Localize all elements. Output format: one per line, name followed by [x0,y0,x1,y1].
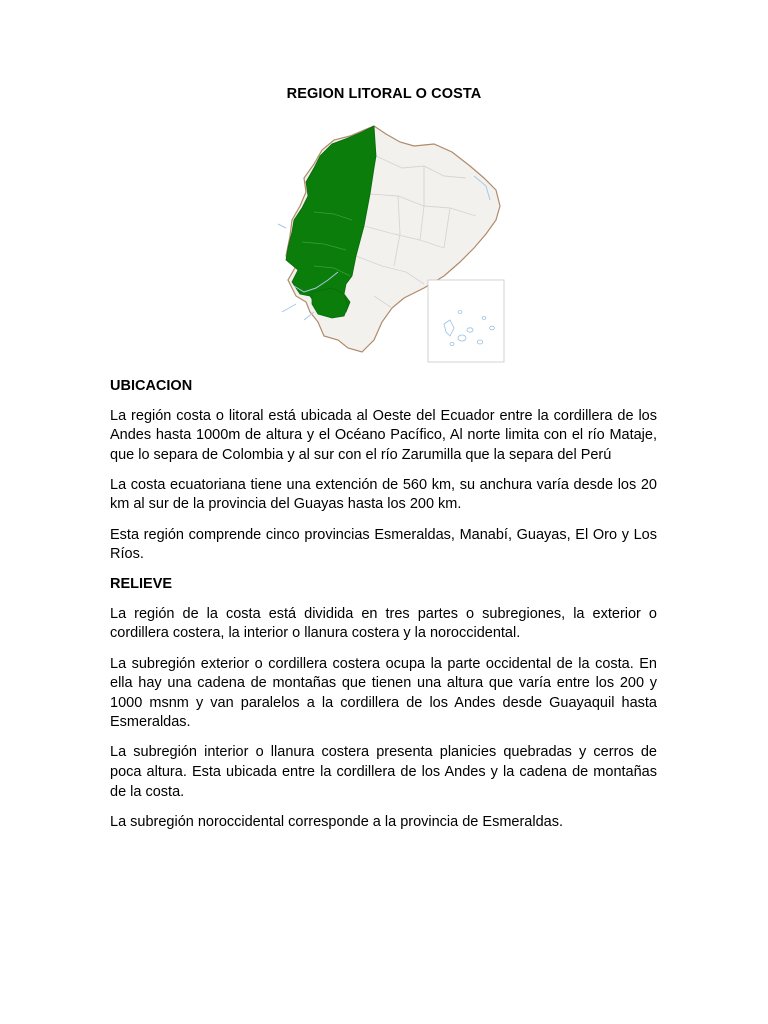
paragraph: La costa ecuatoriana tiene una extención de 560 km, su anchura varía desde los 20 km al sur de la provincia del Guayas hasta los 200 km. [110,476,657,513]
paragraph: La subregión interior o llanura costera presenta planicies quebradas y cerros de poca altura. Esta ubicada entre la cordillera de los Andes y la cadena de montañas de la costa. [110,744,657,800]
page-title: REGION LITORAL O COSTA [286,86,482,102]
ecuador-coastal-region-map [274,116,506,364]
paragraph: La subregión exterior o cordillera costera ocupa la parte occidental de la costa. En ella hay una cadena de montañas que tienen una altura que varía entre los 200 y 1000 msnm y van paralelos a la cordillera de los Andes desde Guayaquil hasta Esmeraldas. [110,655,657,731]
document-body [110,377,657,843]
section-heading-relieve: RELIEVE [110,576,173,593]
paragraph: La región costa o litoral está ubicada al Oeste del Ecuador entre la cordillera de los Andes hasta 1000m de altura y el Océano Pacífico, Al norte limita con el río Mataje, que lo separa de Colombia y al sur con el río Zarumilla que la separa del Perú [110,407,657,463]
paragraph: La región de la costa está dividida en tres partes o subregiones, la exterior o cordillera costera, la interior o llanura costera y la noroccidental. [110,605,657,642]
galapagos-inset [428,280,504,362]
paragraph: Esta región comprende cinco provincias Esmeraldas, Manabí, Guayas, El Oro y Los Ríos. [110,526,657,563]
paragraph: La subregión noroccidental corresponde a la provincia de Esmeraldas. [110,813,563,830]
section-heading-ubicacion: UBICACION [110,378,193,394]
